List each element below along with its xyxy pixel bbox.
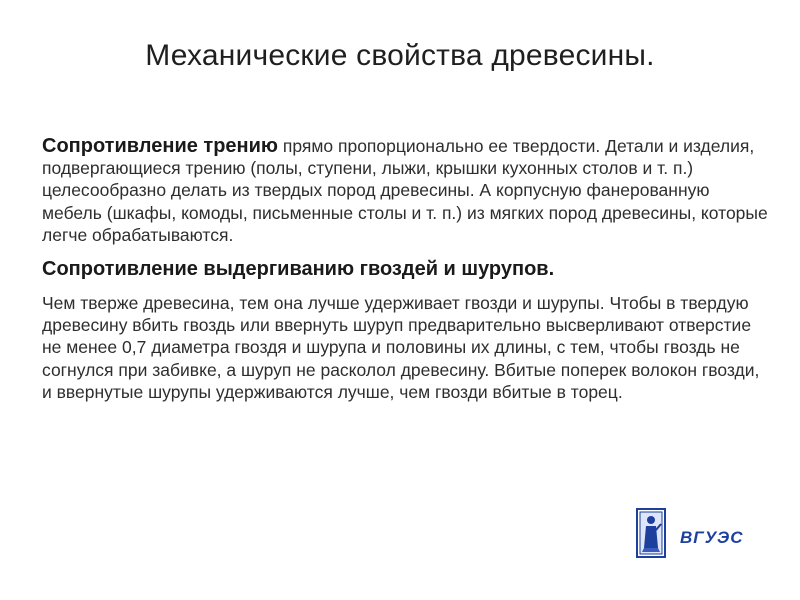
- slide-title: Механические свойства древесины.: [145, 39, 655, 72]
- emblem-icon: [636, 508, 666, 558]
- friction-text: прямо пропорционально ее твердости. Детали и изделия, подвергающиеся трению (полы, ступени, лыжи, крышки кухонных столов и т. п.) целесообразно делать из твердых пород древесины. А корпусную фанерованную мебель (шкафы, комоды, письменные столы и т. п.) из мягких пород древесины, которые легче обрабатываются.: [42, 136, 768, 245]
- nail-resistance-paragraph: Чем тверже древесина, тем она лучше удерживает гвозди и шурупы. Чтобы в твердую древесину вбить гвоздь или ввернуть шуруп предварительно высверливают отверстие не менее 0,7 диаметра гвоздя и шурупа и половины их длины, с тем, чтобы гвоздь не согнулся при забивке, а шуруп не расколол древесину. Вбитые поперек волокон гвозди, и ввернутые шурупы удерживаются лучше, чем гвозди вбитые в торец.: [42, 293, 760, 402]
- nail-resistance-heading: Сопротивление выдергиванию гвоздей и шурупов.: [42, 258, 555, 281]
- university-logo: [636, 508, 756, 558]
- logo-wordmark: ВГУЭС: [680, 528, 744, 547]
- friction-heading: Сопротивление трению: [42, 135, 279, 157]
- slide-content: [42, 135, 772, 403]
- friction-paragraph: [42, 135, 772, 246]
